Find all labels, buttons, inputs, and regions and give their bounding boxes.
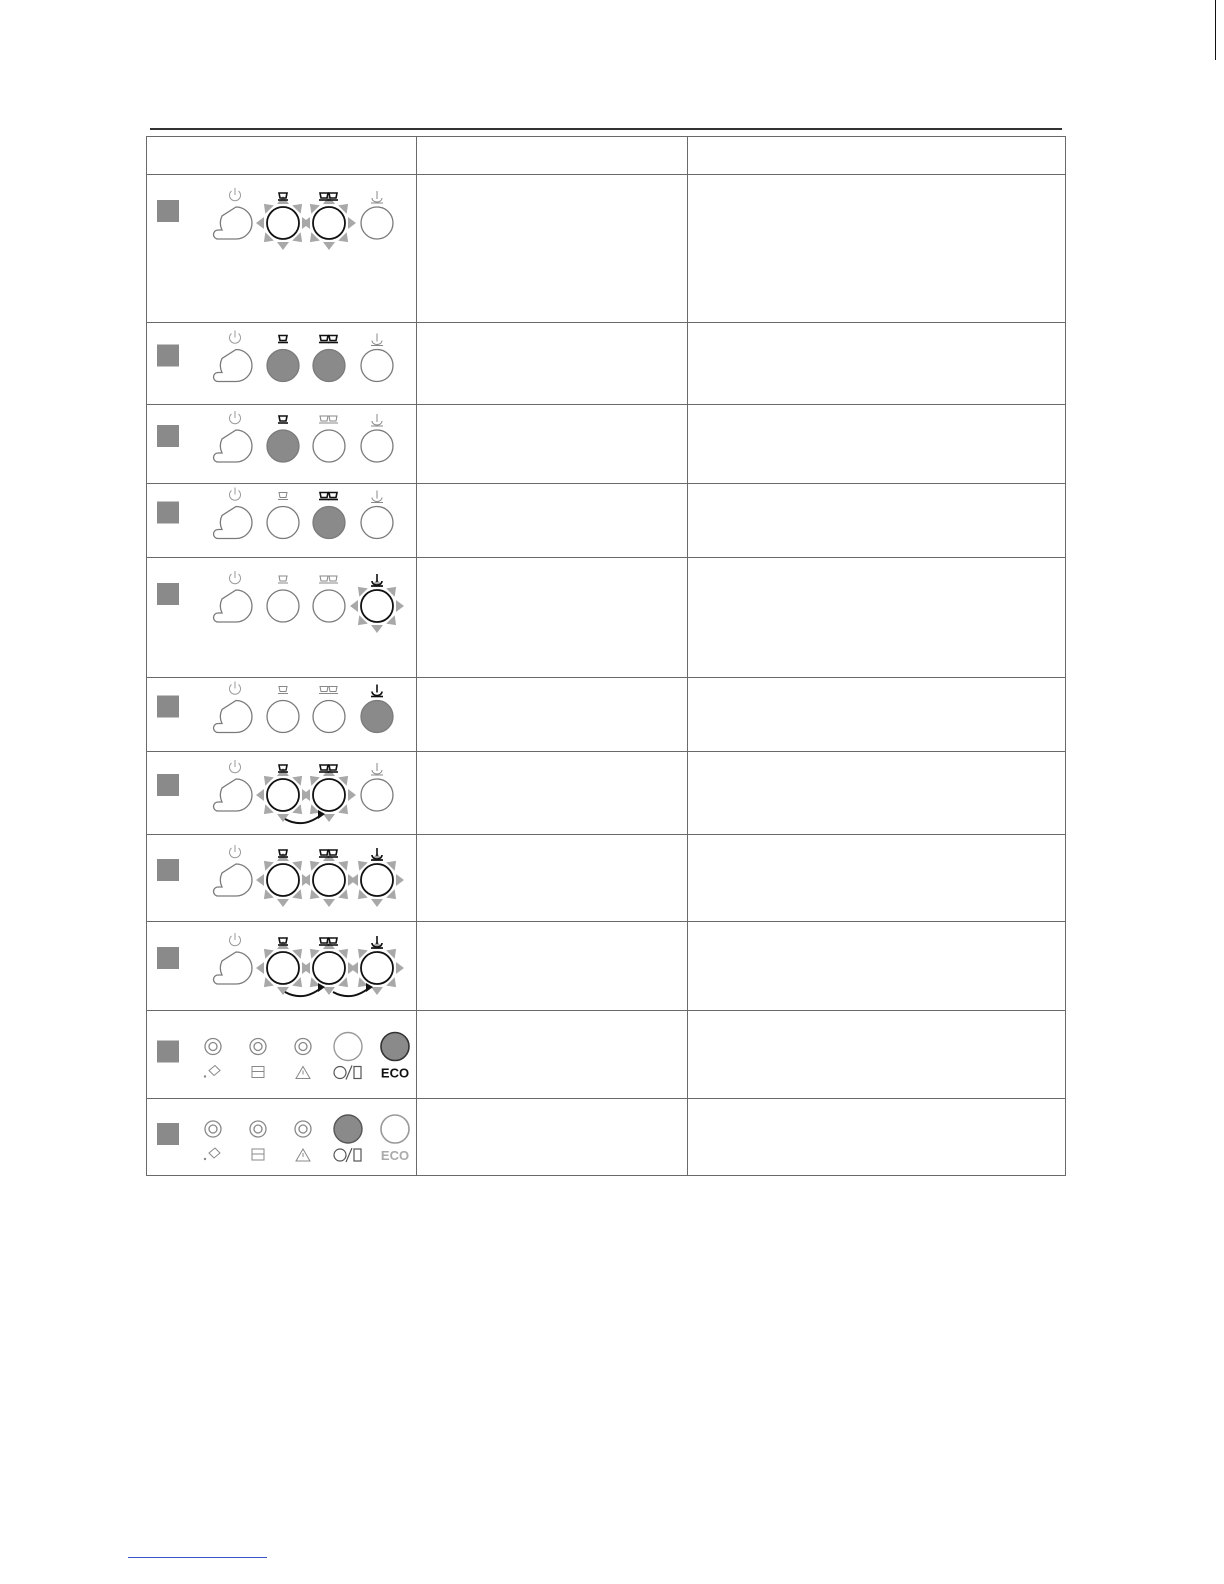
header-cell-remedy xyxy=(688,137,1066,175)
footer-link-underline xyxy=(128,1557,267,1558)
two-cups-button-led xyxy=(313,430,345,462)
descale-icon xyxy=(204,1148,220,1160)
remedy-cell xyxy=(688,835,1066,922)
description-text xyxy=(417,484,687,504)
remedy-cell xyxy=(688,175,1066,323)
two-cups-icon xyxy=(319,576,338,583)
indicator-cell xyxy=(147,484,417,558)
description-text xyxy=(417,323,687,343)
water-tank-icon xyxy=(252,1149,264,1160)
one-cup-button-led xyxy=(267,701,299,733)
two-cups-button-led xyxy=(313,590,345,622)
control-panel-illustration xyxy=(147,405,417,483)
power-icon xyxy=(230,845,241,858)
remedy-cell xyxy=(688,922,1066,1011)
steam-icon xyxy=(371,334,383,346)
row-marker xyxy=(157,200,179,222)
control-panel-illustration xyxy=(147,323,417,404)
steam-button-led xyxy=(350,941,404,995)
remedy-cell xyxy=(688,1011,1066,1099)
power-icon xyxy=(230,682,241,695)
control-panel-illustration xyxy=(147,1011,417,1098)
steam-icon xyxy=(371,574,383,586)
two-cups-button-led xyxy=(302,768,356,822)
power-icon xyxy=(230,933,241,946)
steam-icon xyxy=(371,936,383,948)
one-cup-icon xyxy=(278,493,288,500)
remedy-text xyxy=(688,1099,1065,1119)
table-row xyxy=(147,558,1066,678)
description-text xyxy=(417,922,687,942)
two-cups-button-led xyxy=(302,853,356,907)
two-cups-icon xyxy=(319,493,338,500)
table-row xyxy=(147,175,1066,323)
two-cups-icon xyxy=(319,416,338,423)
alarm-triangle-icon xyxy=(296,1149,310,1161)
table-row xyxy=(147,835,1066,922)
description-cell xyxy=(417,558,688,678)
control-panel-illustration xyxy=(147,484,417,557)
indicator-cell xyxy=(147,922,417,1011)
description-cell xyxy=(417,484,688,558)
indicator-cell xyxy=(147,405,417,484)
header-rule xyxy=(150,128,1062,130)
table-row xyxy=(147,405,1066,484)
row-marker xyxy=(157,583,179,605)
table-row xyxy=(147,752,1066,835)
table-row xyxy=(147,678,1066,752)
remedy-text xyxy=(688,175,1065,195)
header-cell-indicator xyxy=(147,137,417,175)
one-cup-button-led xyxy=(267,590,299,622)
remedy-cell xyxy=(688,405,1066,484)
description-text xyxy=(417,678,687,698)
steam-button-led xyxy=(361,701,393,733)
water-tank-icon xyxy=(252,1067,264,1078)
descale-led xyxy=(205,1121,221,1137)
remedy-text xyxy=(688,678,1065,698)
remedy-text xyxy=(688,484,1065,504)
remedy-text xyxy=(688,405,1065,425)
description-cell xyxy=(417,752,688,835)
description-cell xyxy=(417,175,688,323)
steam-button-led xyxy=(350,853,404,907)
two-cups-button-led xyxy=(302,941,356,995)
indicator-table xyxy=(146,136,1066,1176)
remedy-text xyxy=(688,558,1065,578)
two-cups-button-led xyxy=(302,196,356,250)
eco-led xyxy=(381,1033,409,1061)
row-marker xyxy=(157,859,179,881)
two-cups-button-led xyxy=(313,701,345,733)
power-button-led xyxy=(214,590,253,622)
remedy-cell xyxy=(688,323,1066,405)
indicator-cell xyxy=(147,323,417,405)
one-cup-icon xyxy=(278,416,288,423)
table-row xyxy=(147,323,1066,405)
steam-button-led xyxy=(361,779,393,811)
description-text xyxy=(417,558,687,578)
eco-label: ECO xyxy=(380,1148,410,1163)
one-cup-icon xyxy=(278,687,288,694)
grounds-led xyxy=(334,1033,362,1061)
steam-button-led xyxy=(361,430,393,462)
indicator-cell xyxy=(147,678,417,752)
remedy-cell xyxy=(688,752,1066,835)
two-cups-icon xyxy=(319,336,338,343)
one-cup-button-led xyxy=(256,768,310,822)
steam-icon xyxy=(371,491,383,503)
power-button-led xyxy=(214,207,253,239)
power-icon xyxy=(230,188,241,201)
description-cell xyxy=(417,405,688,484)
description-text xyxy=(417,835,687,855)
eco-label: ECO xyxy=(380,1065,410,1081)
power-button-led xyxy=(214,864,253,896)
remedy-cell xyxy=(688,484,1066,558)
table-row xyxy=(147,922,1066,1011)
remedy-cell xyxy=(688,678,1066,752)
cycle-arrow-icon xyxy=(285,810,325,823)
steam-icon xyxy=(371,685,383,697)
two-cups-button-led xyxy=(313,350,345,382)
remedy-cell xyxy=(688,1099,1066,1176)
power-button-led xyxy=(214,507,253,539)
alarm-triangle-icon xyxy=(296,1067,310,1079)
remedy-text xyxy=(688,922,1065,942)
one-cup-button-led xyxy=(256,941,310,995)
remedy-text xyxy=(688,835,1065,855)
row-marker xyxy=(157,345,179,367)
control-panel-illustration xyxy=(147,1099,417,1175)
remedy-text xyxy=(688,752,1065,772)
eco-led xyxy=(381,1115,409,1143)
steam-button-led xyxy=(361,507,393,539)
table-row xyxy=(147,1099,1066,1176)
control-panel-illustration xyxy=(147,678,417,751)
table-row xyxy=(147,1011,1066,1099)
alarm-led xyxy=(295,1039,311,1055)
indicator-cell xyxy=(147,835,417,922)
one-cup-button-led xyxy=(267,350,299,382)
grounds-led xyxy=(334,1115,362,1143)
power-button-led xyxy=(214,952,253,984)
control-panel-illustration xyxy=(147,922,417,1010)
grounds-container-icon xyxy=(334,1066,361,1080)
indicator-cell xyxy=(147,1099,417,1176)
row-marker xyxy=(157,502,179,524)
power-button-led xyxy=(214,350,253,382)
steam-icon xyxy=(371,848,383,860)
description-cell xyxy=(417,1011,688,1099)
steam-button-led xyxy=(361,350,393,382)
row-marker xyxy=(157,425,179,447)
description-cell xyxy=(417,678,688,752)
one-cup-icon xyxy=(278,336,288,343)
control-panel-illustration xyxy=(147,835,417,921)
grounds-container-icon xyxy=(334,1148,361,1162)
power-icon xyxy=(230,411,241,424)
control-panel-illustration xyxy=(147,175,417,322)
one-cup-button-led xyxy=(267,430,299,462)
cycle-arrow-icon xyxy=(285,983,325,996)
steam-icon xyxy=(371,191,383,203)
row-marker xyxy=(157,1041,179,1063)
one-cup-button-led xyxy=(267,507,299,539)
row-marker xyxy=(157,947,179,969)
indicator-cell xyxy=(147,558,417,678)
description-text xyxy=(417,1011,687,1031)
power-button-led xyxy=(214,701,253,733)
description-text xyxy=(417,175,687,195)
description-cell xyxy=(417,323,688,405)
description-text xyxy=(417,752,687,772)
table-header-row xyxy=(147,137,1066,175)
description-text xyxy=(417,405,687,425)
power-icon xyxy=(230,331,241,344)
steam-icon xyxy=(371,763,383,775)
descale-led xyxy=(205,1039,221,1055)
control-panel-illustration xyxy=(147,752,417,834)
power-button-led xyxy=(214,779,253,811)
description-text xyxy=(417,1099,687,1119)
indicator-cell xyxy=(147,1011,417,1099)
control-panel-illustration xyxy=(147,558,417,677)
two-cups-button-led xyxy=(313,507,345,539)
steam-button-led xyxy=(361,207,393,239)
remedy-text xyxy=(688,1011,1065,1031)
indicator-cell xyxy=(147,752,417,835)
power-icon xyxy=(230,760,241,773)
description-cell xyxy=(417,1099,688,1176)
water-tank-led xyxy=(250,1121,266,1137)
remedy-text xyxy=(688,323,1065,343)
one-cup-button-led xyxy=(256,196,310,250)
indicator-cell xyxy=(147,175,417,323)
row-marker xyxy=(157,774,179,796)
steam-icon xyxy=(371,414,383,426)
description-cell xyxy=(417,922,688,1011)
one-cup-button-led xyxy=(256,853,310,907)
table-row xyxy=(147,484,1066,558)
header-cell-description xyxy=(417,137,688,175)
remedy-cell xyxy=(688,558,1066,678)
alarm-led xyxy=(295,1121,311,1137)
one-cup-icon xyxy=(278,576,288,583)
water-tank-led xyxy=(250,1039,266,1055)
power-icon xyxy=(230,571,241,584)
power-button-led xyxy=(214,430,253,462)
two-cups-icon xyxy=(319,687,338,694)
crop-mark xyxy=(1215,0,1216,60)
description-cell xyxy=(417,835,688,922)
power-icon xyxy=(230,488,241,501)
row-marker xyxy=(157,1123,179,1145)
row-marker xyxy=(157,696,179,718)
steam-button-led xyxy=(350,579,404,633)
descale-icon xyxy=(204,1066,220,1078)
